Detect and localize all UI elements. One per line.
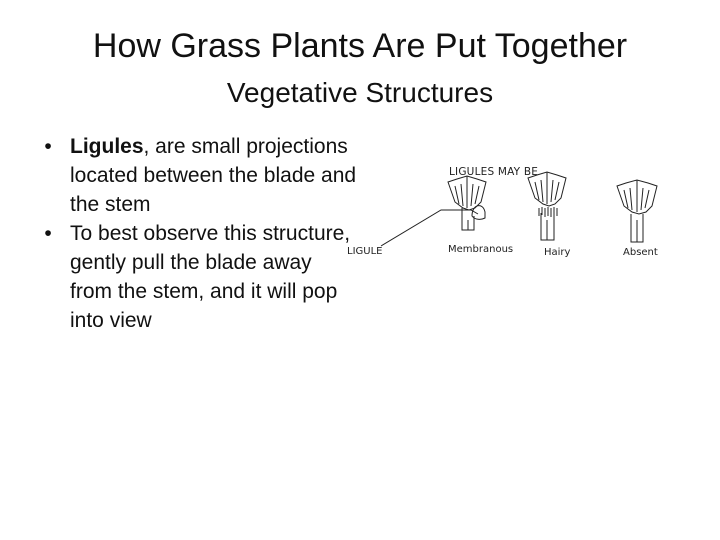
bullet-marker: • [44,135,52,158]
ligule-types-figure [345,158,675,270]
figure-heading: LIGULES MAY BE [449,166,539,178]
bullet-text: To best observe this structure, gently pull the blade away from the stem, and it will pop into view [70,222,351,332]
bullet-list [38,132,358,335]
ligule-pointer-label: LIGULE [347,246,383,257]
membranous-ligule-illustration [448,176,486,230]
bullet-text: , are small projections located between the blade and the stem [70,135,357,216]
slide-title: How Grass Plants Are Put Together [92,27,628,65]
membranous-label: Membranous [448,244,514,255]
hairy-label: Hairy [544,247,571,258]
absent-label: Absent [623,247,658,258]
bullet-ligules [38,132,358,219]
hairy-ligule-illustration [528,172,566,240]
bullet-marker: • [44,222,52,245]
slide-subtitle: Vegetative Structures [226,77,494,108]
absent-ligule-illustration [617,180,657,242]
bullet-term: Ligules [70,135,144,158]
bullet-observe [38,219,358,335]
ligule-pointer-line [381,210,478,246]
